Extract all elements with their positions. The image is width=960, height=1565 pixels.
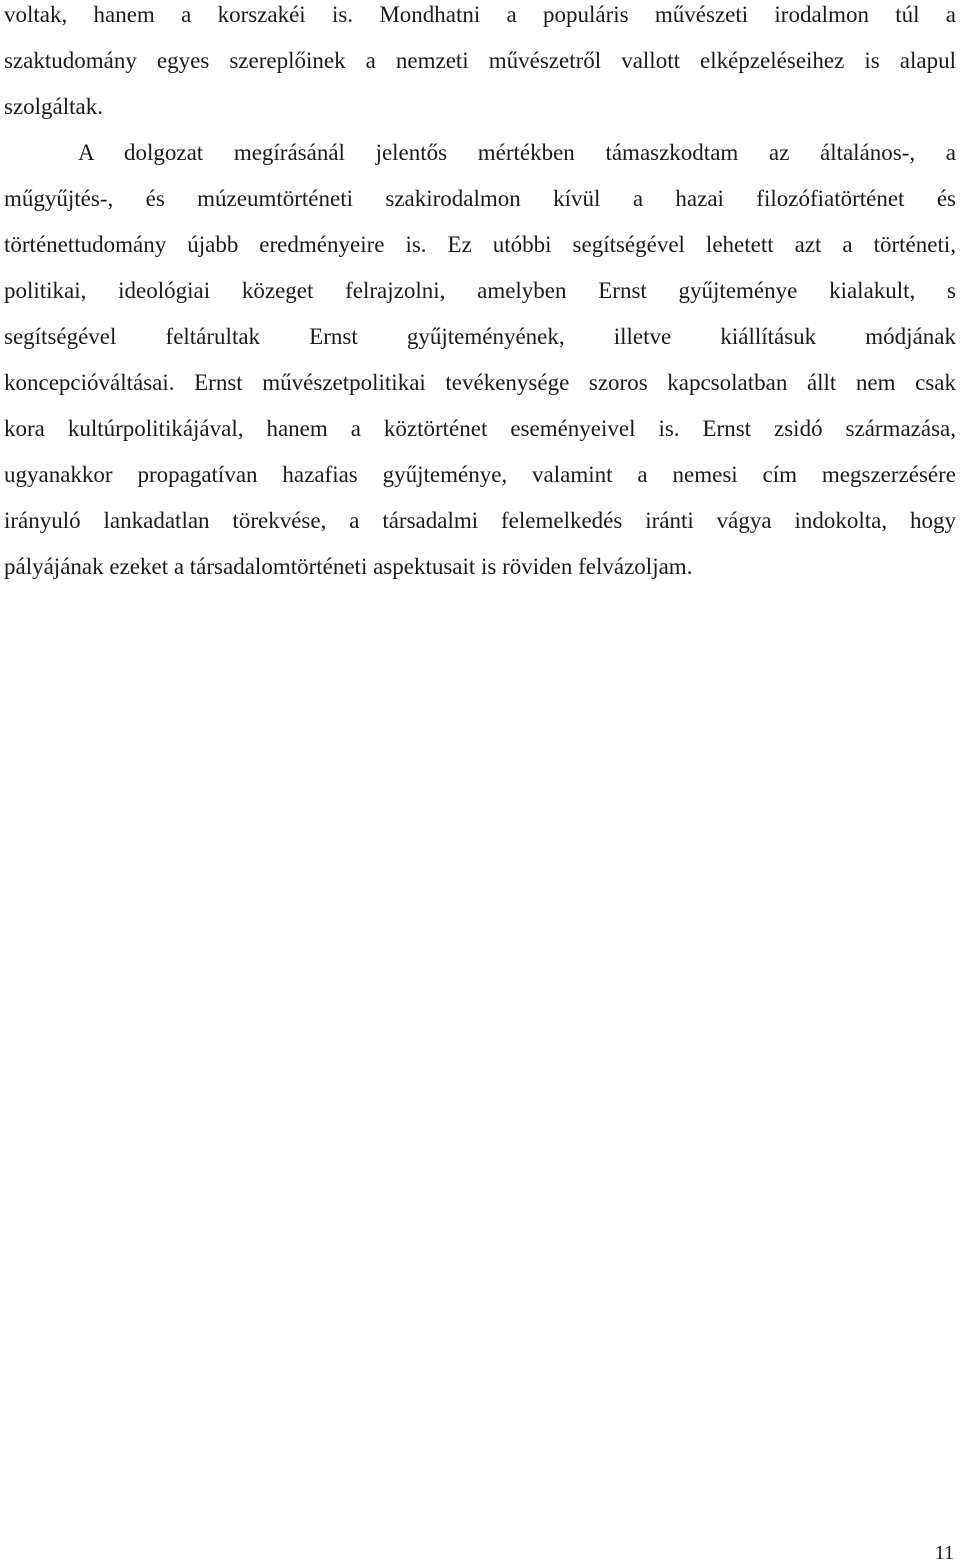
text-line: koncepcióváltásai. Ernst művészetpolitikai tevékenysége szoros kapcsolatban állt nem csak: [4, 370, 956, 395]
text-line: szaktudomány egyes szereplőinek a nemzeti művészetről vallott elképzeléseihez is alapul: [4, 48, 956, 73]
text-line: pályájának ezeket a társadalomtörténeti aspektusait is röviden felvázoljam.: [4, 554, 693, 579]
text-line: irányuló lankadatlan törekvése, a társadalmi felemelkedés iránti vágya indokolta, hogy: [4, 508, 956, 533]
text-line: ugyanakkor propagatívan hazafias gyűjteménye, valamint a nemesi cím megszerzésére: [4, 462, 956, 487]
text-line: szolgáltak.: [4, 94, 103, 119]
text-line: kora kultúrpolitikájával, hanem a köztörténet eseményeivel is. Ernst zsidó származása,: [4, 416, 956, 441]
paragraph-first-line: A dolgozat megírásánál jelentős mértékben támaszkodtam az általános-, a: [78, 140, 956, 165]
text-line: műgyűjtés-, és múzeumtörténeti szakirodalmon kívül a hazai filozófiatörténet és: [4, 186, 956, 211]
text-line: történettudomány újabb eredményeire is. Ez utóbbi segítségével lehetett azt a történeti,: [4, 232, 956, 257]
text-line: politikai, ideológiai közeget felrajzolni, amelyben Ernst gyűjteménye kialakult, s: [4, 278, 956, 303]
page-number: 11: [934, 1542, 954, 1564]
text-line: segítségével feltárultak Ernst gyűjteményének, illetve kiállításuk módjának: [4, 324, 956, 349]
text-line: voltak, hanem a korszakéi is. Mondhatni a populáris művészeti irodalmon túl a: [4, 2, 956, 27]
